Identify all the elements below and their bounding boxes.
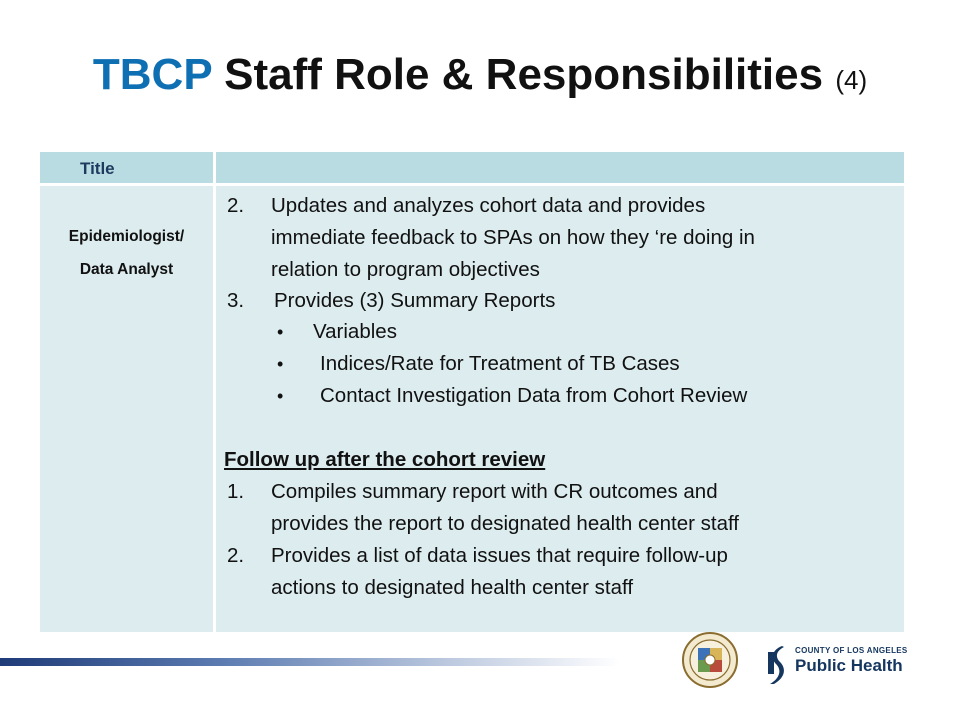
- role-cell: [40, 186, 213, 632]
- role-line-1: Epidemiologist/: [68, 228, 185, 245]
- slide-title: [0, 50, 960, 100]
- bullet-icon: •: [277, 322, 284, 342]
- county-seal-icon: [682, 632, 738, 688]
- bullet-text: Contact Investigation Data from Cohort Review: [320, 384, 748, 407]
- followup-text-line: actions to designated health center staff: [271, 576, 634, 599]
- header-cell-blank: [216, 152, 904, 183]
- bullet-text: Variables: [313, 320, 397, 343]
- followup-text-line: Provides a list of data issues that require follow-up: [271, 544, 728, 567]
- item-text-line: immediate feedback to SPAs on how they ‘re doing in: [271, 226, 755, 249]
- logo-big-text: Public Health: [795, 656, 903, 675]
- followup-number: 1.: [227, 480, 245, 503]
- item-text-line: Updates and analyzes cohort data and provides: [271, 194, 706, 217]
- bullet-icon: •: [277, 354, 284, 374]
- logo-small-text: COUNTY OF LOS ANGELES: [795, 646, 908, 655]
- bullet-icon: •: [277, 386, 284, 406]
- followup-number: 2.: [227, 544, 245, 567]
- title-main: Staff Role & Responsibilities: [224, 50, 824, 99]
- footer-gradient-bar: [0, 658, 620, 666]
- item-number: 3.: [227, 289, 245, 312]
- responsibilities-table: [40, 152, 904, 632]
- title-accent: TBCP: [92, 50, 212, 99]
- header-cell-title: [40, 152, 213, 183]
- item-text-line: relation to program objectives: [271, 258, 540, 281]
- public-health-emblem-icon: [764, 644, 790, 686]
- public-health-logo: [760, 640, 908, 690]
- item-number: 2.: [227, 194, 245, 217]
- header-title-label: Title: [80, 159, 115, 178]
- item-text-line: Provides (3) Summary Reports: [274, 289, 556, 312]
- role-line-2: Data Analyst: [79, 261, 174, 278]
- bullet-text: Indices/Rate for Treatment of TB Cases: [320, 352, 680, 375]
- followup-text-line: Compiles summary report with CR outcomes and: [271, 480, 718, 503]
- title-number: (4): [835, 65, 868, 95]
- followup-text-line: provides the report to designated health center staff: [271, 512, 740, 535]
- followup-heading: Follow up after the cohort review: [224, 448, 546, 471]
